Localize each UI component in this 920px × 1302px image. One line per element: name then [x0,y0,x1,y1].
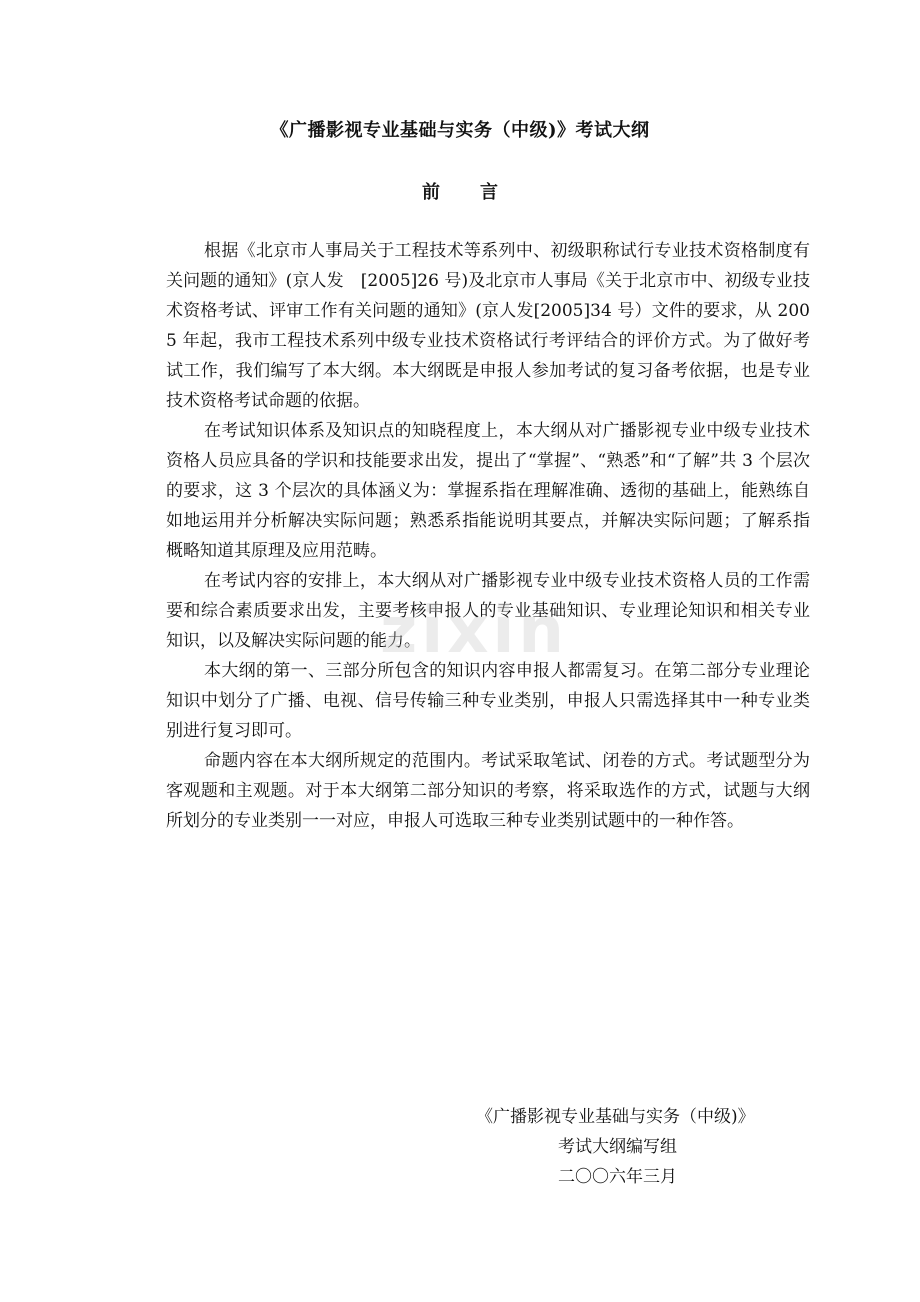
signature-date: 二〇〇六年三月 [558,1167,677,1187]
paragraph-4: 本大纲的第一、三部分所包含的知识内容申报人都需复习。在第二部分专业理论知识中划分了广播、电视、信号传输三种专业类别，申报人只需选择其中一种专业类别进行复习即可。 [166,661,810,741]
preface-body [166,236,810,836]
paragraph-2: 在考试知识体系及知识点的知晓程度上，本大纲从对广播影视专业中级专业技术资格人员应具备的学识和技能要求出发，提出了“掌握”、“熟悉”和“了解”共 3 个层次的要求，这 3 个层次的具体涵义为：掌握系指在理解准确、透彻的基础上，能熟练自如地运用并分析解决实际问题；熟悉系指能说明其要点，并解决实际问题；了解系指概略知道其原理及应用范畴。 [166,421,810,561]
paragraph-1: 根据《北京市人事局关于工程技术等系列中、初级职称试行专业技术资格制度有关问题的通知》(京人发 [2005]26 号)及北京市人事局《关于北京市中、初级专业技术资格考试、评审工作有关问题的通知》(京人发[2005]34 号）文件的要求，从 2005 年起，我市工程技术系列中级专业技术资格试行考评结合的评价方式。为了做好考试工作，我们编写了本大纲。本大纲既是申报人参加考试的复习备考依据，也是专业技术资格考试命题的依据。 [166,241,810,411]
signature-document-name: 《广播影视专业基础与实务（中级)》 [476,1107,755,1127]
paragraph-3: 在考试内容的安排上，本大纲从对广播影视专业中级专业技术资格人员的工作需要和综合素质要求出发，主要考核申报人的专业基础知识、专业理论知识和相关专业知识，以及解决实际问题的能力。 [166,571,810,651]
signature-block [476,1102,796,1192]
watermark: zixin [380,594,568,668]
preface-heading: 前言 [422,182,538,203]
signature-author-group: 考试大纲编写组 [558,1137,677,1157]
document-title: 《广播影视专业基础与实务（中级)》考试大纲 [270,120,650,141]
paragraph-5: 命题内容在本大纲所规定的范围内。考试采取笔试、闭卷的方式。考试题型分为客观题和主观题。对于本大纲第二部分知识的考察，将采取选作的方式，试题与大纲所划分的专业类别一一对应，申报人可选取三种专业类别试题中的一种作答。 [166,751,810,831]
